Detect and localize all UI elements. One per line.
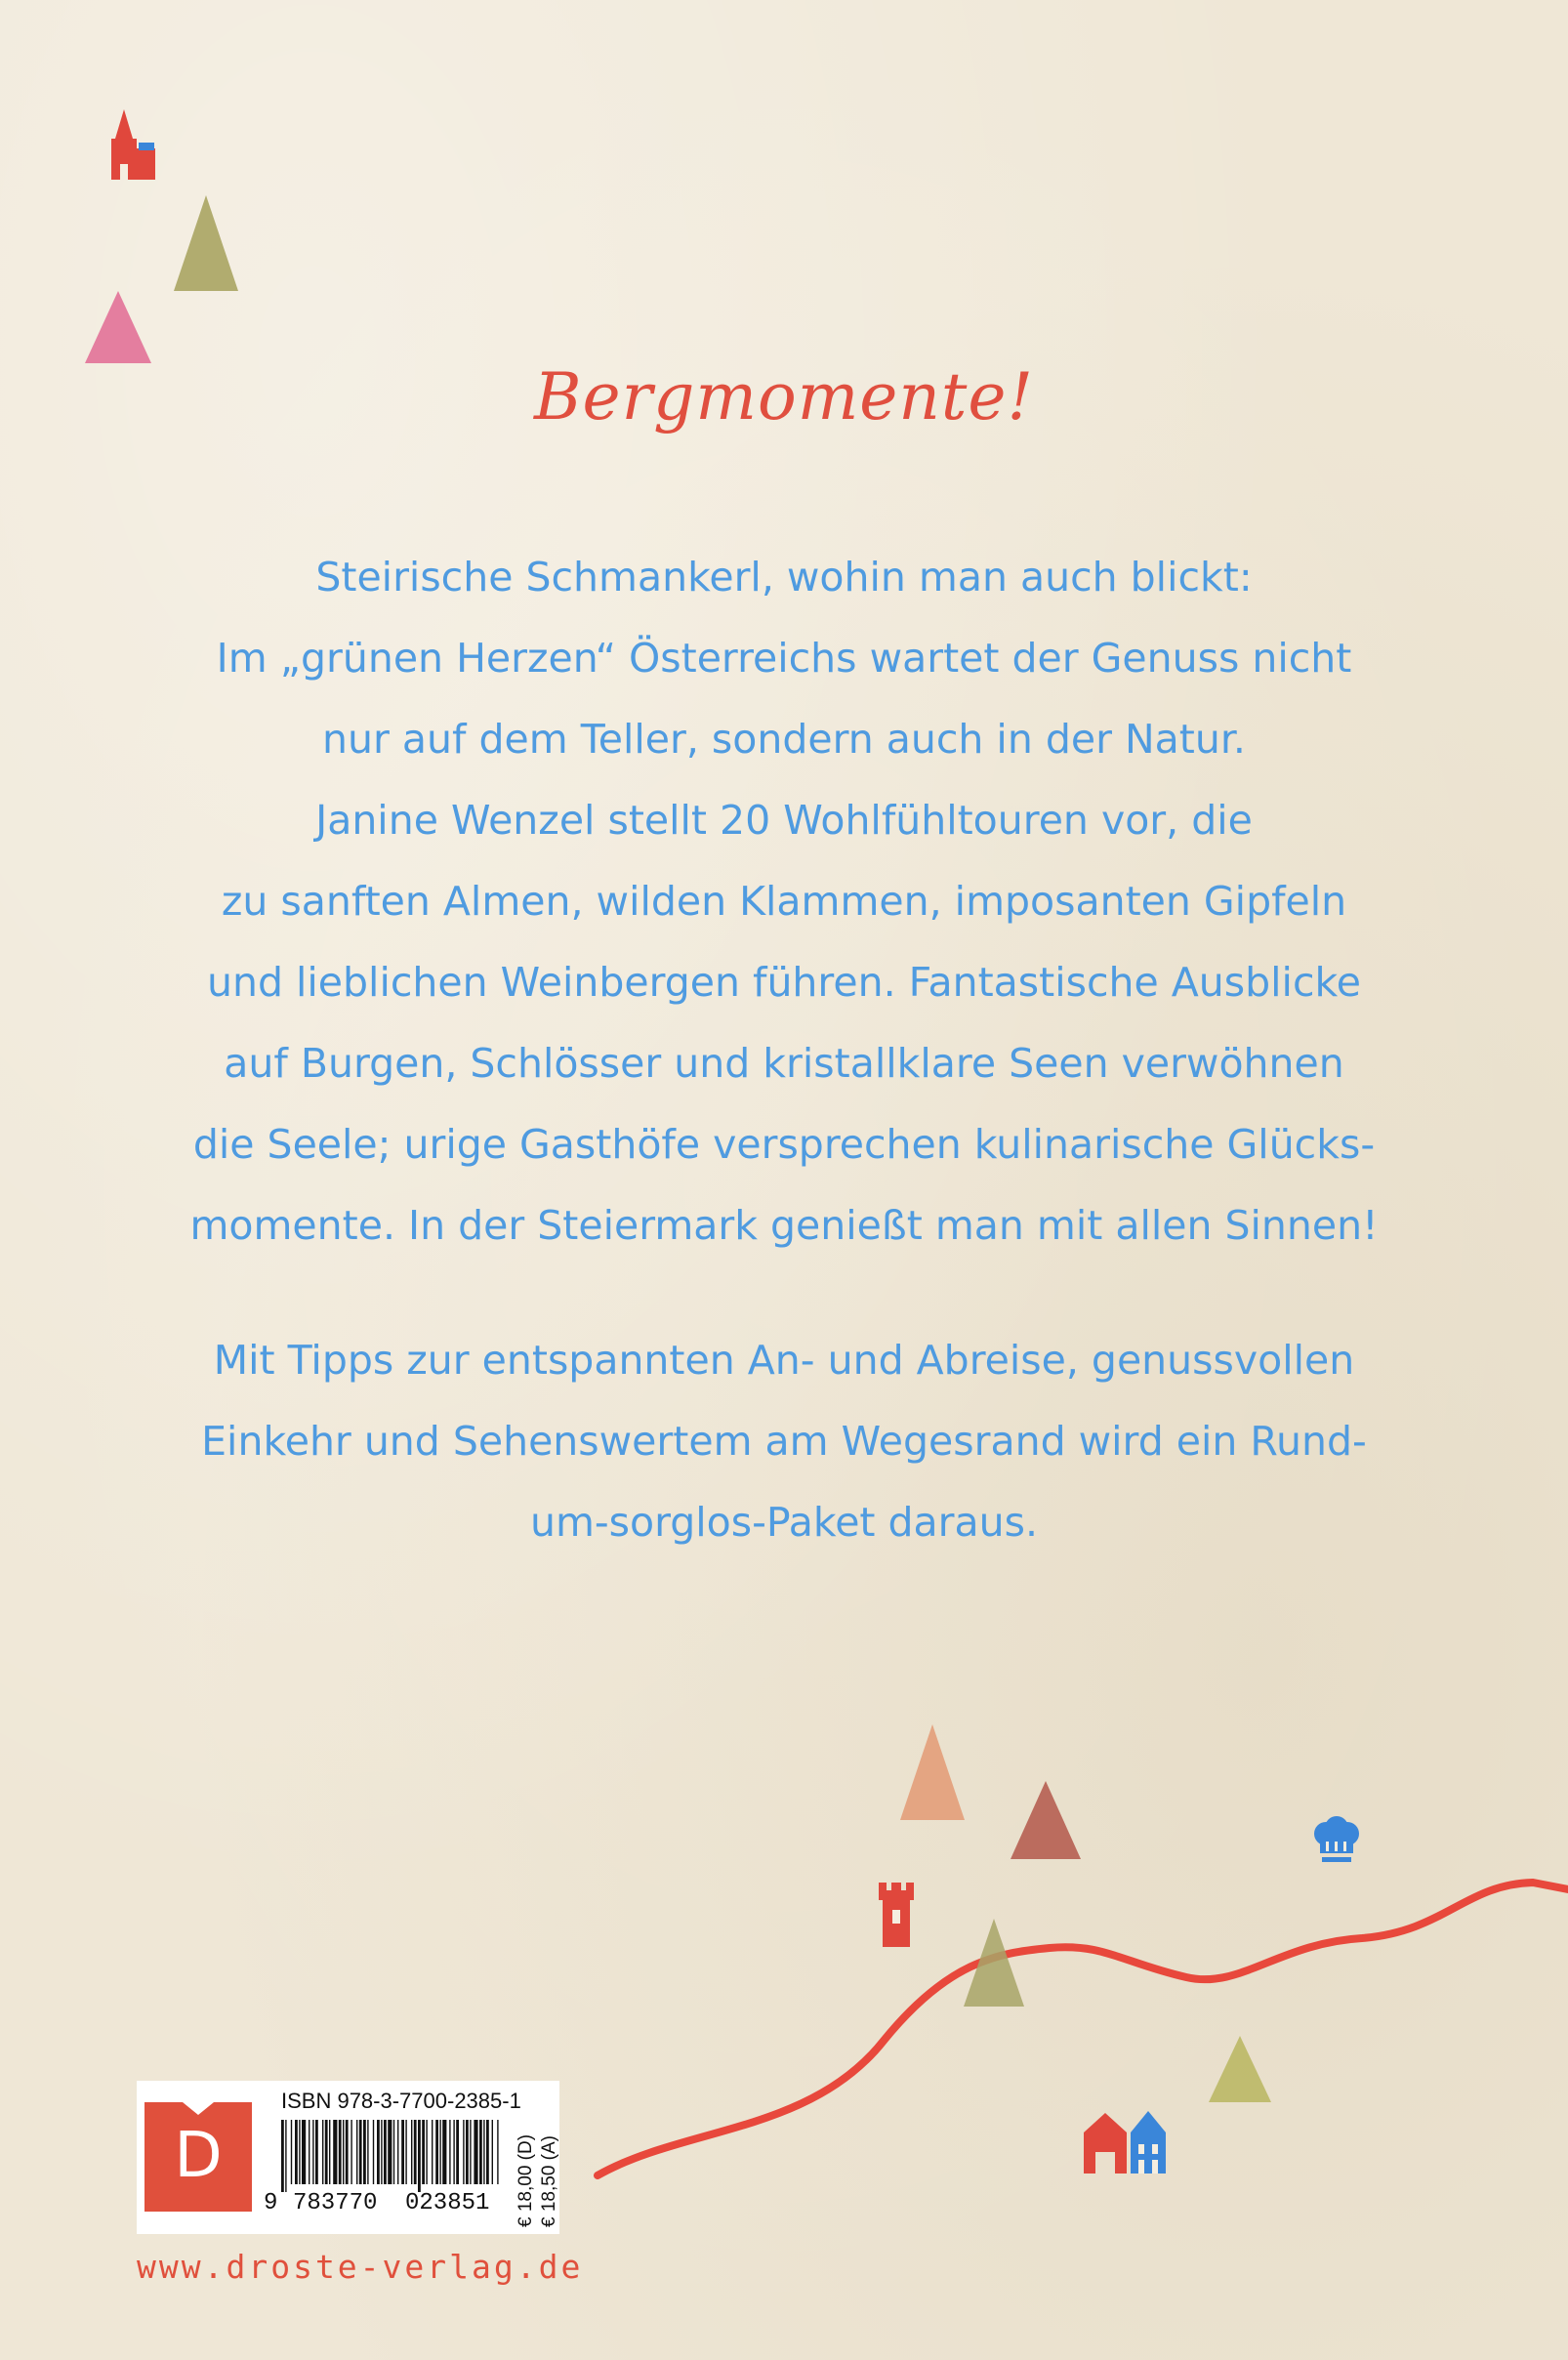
logo-notch <box>183 2102 214 2115</box>
text-line: zu sanften Almen, wilden Klammen, imposanten Gipfeln <box>221 878 1347 925</box>
barcode-bar <box>363 2120 366 2184</box>
barcode-bar <box>339 2120 342 2184</box>
barcode-bar <box>422 2120 425 2184</box>
barcode-bar <box>388 2120 392 2184</box>
barcode-bar <box>367 2120 368 2184</box>
text-line: um-sorglos-Paket daraus. <box>529 1499 1039 1546</box>
barcode-bar <box>356 2120 357 2184</box>
text-line: momente. In der Steiermark genießt man mit allen Sinnen! <box>189 1202 1379 1249</box>
barcode-bar <box>411 2120 412 2184</box>
barcode-bar <box>393 2120 394 2184</box>
barcode-bar <box>333 2120 337 2184</box>
barcode-bar <box>483 2120 484 2184</box>
text-line: Steirische Schmankerl, wohin man auch blickt: <box>315 554 1253 600</box>
barcode-bar <box>325 2120 328 2184</box>
castle-tower-icon <box>877 1883 916 1947</box>
barcode-bar <box>302 2120 306 2184</box>
barcode-bar <box>322 2120 323 2184</box>
text-line: Im „grünen Herzen“ Österreichs wartet der Genuss nicht <box>216 635 1352 682</box>
barcode-bar <box>281 2120 284 2192</box>
text-line: Janine Wenzel stellt 20 Wohlfühltouren vor, die <box>315 797 1253 844</box>
text-line: nur auf dem Teller, sondern auch in der Natur. <box>322 716 1246 763</box>
barcode-label <box>137 2081 559 2234</box>
barcode <box>279 2120 504 2192</box>
barcode-bar <box>346 2120 349 2184</box>
barcode-bar <box>315 2120 318 2184</box>
barcode-bar <box>449 2120 450 2184</box>
barcode-bar <box>486 2120 489 2184</box>
barcode-bar <box>291 2120 292 2184</box>
barcode-bar <box>497 2120 498 2184</box>
logo-letter: D <box>174 2120 223 2192</box>
barcode-bar <box>299 2120 300 2184</box>
barcode-bar <box>439 2120 440 2184</box>
barcode-bar <box>343 2120 344 2184</box>
publisher-url[interactable]: www.droste-verlag.de <box>137 2248 584 2286</box>
barcode-bar <box>381 2120 382 2184</box>
barcode-bar <box>312 2120 313 2184</box>
barcode-bar <box>285 2120 286 2192</box>
barcode-digits-left: 783770 <box>293 2190 378 2216</box>
barcode-bar <box>359 2120 362 2184</box>
barcode-bar <box>373 2120 374 2184</box>
barcode-bar <box>492 2120 493 2184</box>
text-line: Einkehr und Sehenswertem am Wegesrand wird ein Rund- <box>201 1418 1367 1465</box>
page-title: Bergmomente! <box>534 359 1034 435</box>
chef-hat-icon <box>1310 1816 1363 1869</box>
tree-icon <box>962 1917 1026 2008</box>
barcode-bar <box>470 2120 471 2184</box>
barcode-bar <box>401 2120 404 2184</box>
text-line: die Seele; urige Gasthöfe versprechen kulinarische Glücks- <box>192 1121 1376 1168</box>
barcode-bar <box>453 2120 454 2184</box>
price-germany: € 18,00 (D) <box>516 2133 536 2227</box>
barcode-bar <box>466 2120 469 2184</box>
houses-icon <box>1082 2109 1170 2175</box>
barcode-digit-first: 9 <box>264 2190 278 2216</box>
text-line: und lieblichen Weinbergen führen. Fantastische Ausblicke <box>207 959 1361 1006</box>
barcode-bar <box>474 2120 477 2184</box>
barcode-digits-right: 023851 <box>405 2190 490 2216</box>
publisher-logo <box>144 2102 252 2212</box>
text-line: Mit Tipps zur entspannten An- und Abreise, genussvollen <box>213 1337 1355 1384</box>
tree-icon <box>898 1722 967 1822</box>
barcode-bar <box>397 2120 398 2184</box>
price-austria: € 18,50 (A) <box>539 2135 559 2227</box>
barcode-bar <box>295 2120 298 2184</box>
tree-icon <box>1009 1779 1083 1861</box>
barcode-bar <box>329 2120 330 2184</box>
barcode-bar <box>418 2120 421 2192</box>
barcode-bar <box>432 2120 433 2184</box>
text-line: auf Burgen, Schlösser und kristallklare Seen verwöhnen <box>224 1040 1344 1087</box>
barcode-bar <box>463 2120 464 2184</box>
barcode-bar <box>479 2120 482 2184</box>
barcode-bar <box>405 2120 406 2184</box>
barcode-bar <box>435 2120 438 2184</box>
isbn-text: ISBN 978-3-7700-2385-1 <box>281 2089 521 2113</box>
barcode-bar <box>414 2120 417 2184</box>
barcode-bar <box>442 2120 446 2184</box>
barcode-bar <box>426 2120 427 2184</box>
barcode-bar <box>377 2120 380 2184</box>
tree-icon <box>1207 2034 1273 2104</box>
barcode-bar <box>456 2120 459 2184</box>
barcode-bar <box>384 2120 387 2184</box>
